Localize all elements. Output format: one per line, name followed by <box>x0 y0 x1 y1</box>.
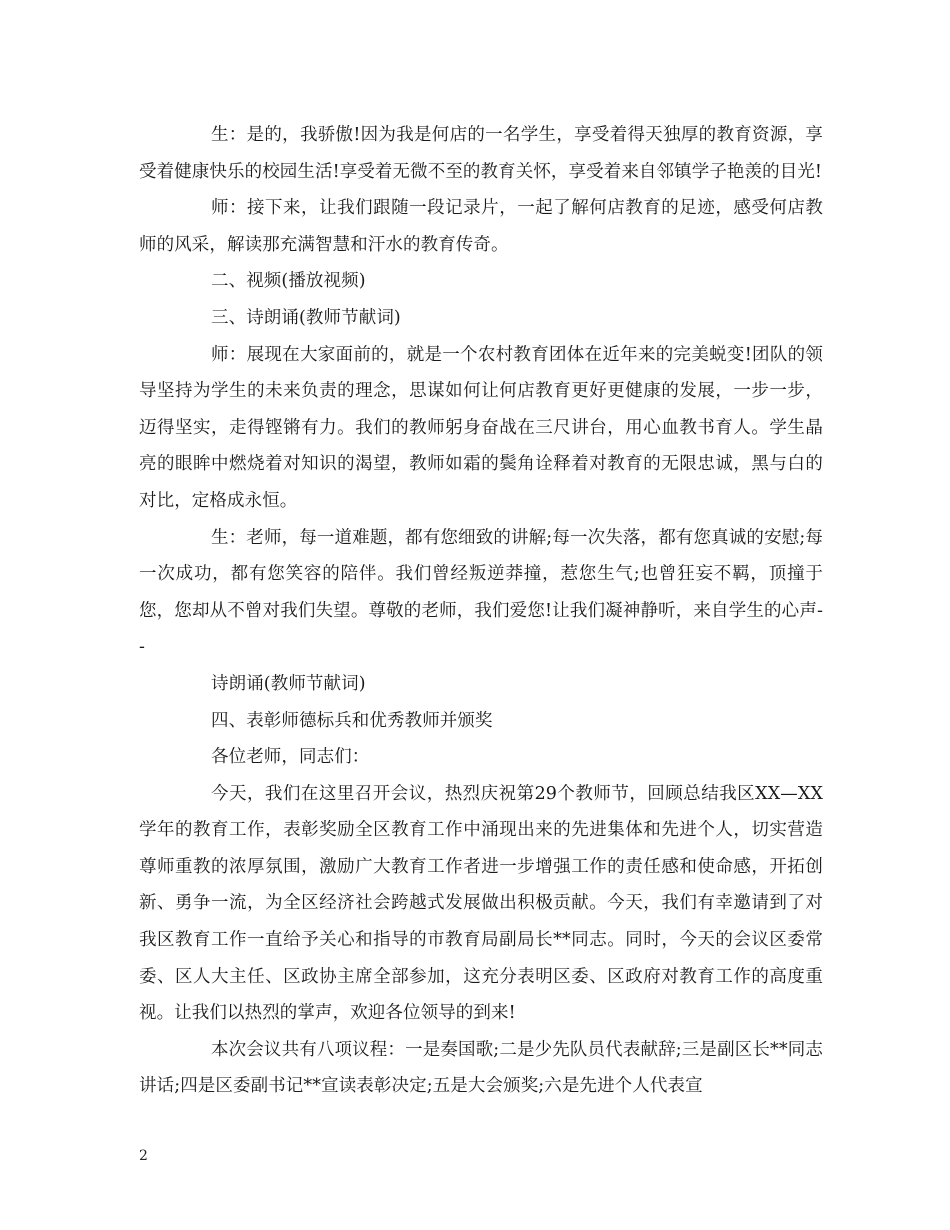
section-heading-poem: 三、诗朗诵(教师节献词) <box>211 307 401 328</box>
paragraph-teacher-transformation: 师：展现在大家面前的，就是一个农村教育团体在近年来的完美蜕变!团队的领导坚持为学生的未来负责的理念，思谋如何让何店教育更好更健康的发展，一步一步，迈得坚实，走得铿锵有力。我们的教师躬身奋战在三尺讲台，用心血教书育人。学生晶亮的眼眸中燃烧着对知识的渴望，教师如霜的鬓角诠释着对教育的无限忠诚，黑与白的对比，定格成永恒。 <box>139 344 823 511</box>
section-heading-video: 二、视频(播放视频) <box>211 271 366 292</box>
paragraph-salutation: 各位老师，同志们： <box>211 747 370 768</box>
page-number: 2 <box>139 1148 148 1164</box>
paragraph-teacher-documentary: 师：接下来，让我们跟随一段记录片，一起了解何店教育的足迹，感受何店教师的风采，解读那充满智慧和汗水的教育传奇。 <box>139 198 823 255</box>
paragraph-agenda: 本次会议共有八项议程：一是奏国歌;二是少先队员代表献辞;三是副区长**同志讲话;四是区委副书记**宣读表彰决定;五是大会颁奖;六是先进个人代表宣 <box>139 1039 823 1097</box>
paragraph-student-pride: 生：是的，我骄傲!因为我是何店的一名学生，享受着得天独厚的教育资源，享受着健康快乐的校园生活!享受着无微不至的教育关怀，享受着来自邻镇学子艳羡的目光! <box>139 125 823 182</box>
section-heading-awards: 四、表彰师德标兵和优秀教师并颁奖 <box>211 710 493 731</box>
paragraph-meeting-opening: 今天，我们在这里召开会议，热烈庆祝第29个教师节，回顾总结我区XX—XX学年的教育工作，表彰奖励全区教育工作中涌现出来的先进集体和先进个人，切实营造尊师重教的浓厚氛围，激励广大教育工作者进一步增强工作的责任感和使命感，开拓创新、勇争一流，为全区经济社会跨越式发展做出积极贡献。今天，我们有幸邀请到了对我区教育工作一直给予关心和指导的市教育局副局长**同志。同时，今天的会议区委常委、区人大主任、区政协主席全部参加，这充分表明区委、区政府对教育工作的高度重视。让我们以热烈的掌声，欢迎各位领导的到来! <box>139 783 823 1024</box>
paragraph-poem-title: 诗朗诵(教师节献词) <box>211 673 366 694</box>
paragraph-student-gratitude: 生：老师，每一道难题，都有您细致的讲解;每一次失落，都有您真诚的安慰;每一次成功，都有您笑容的陪伴。我们曾经叛逆莽撞，惹您生气;也曾狂妄不羁，顶撞于您，您却从不曾对我们失望。尊敬的老师，我们爱您!让我们凝神静听，来自学生的心声-- <box>139 527 823 658</box>
document-body <box>139 117 823 1105</box>
